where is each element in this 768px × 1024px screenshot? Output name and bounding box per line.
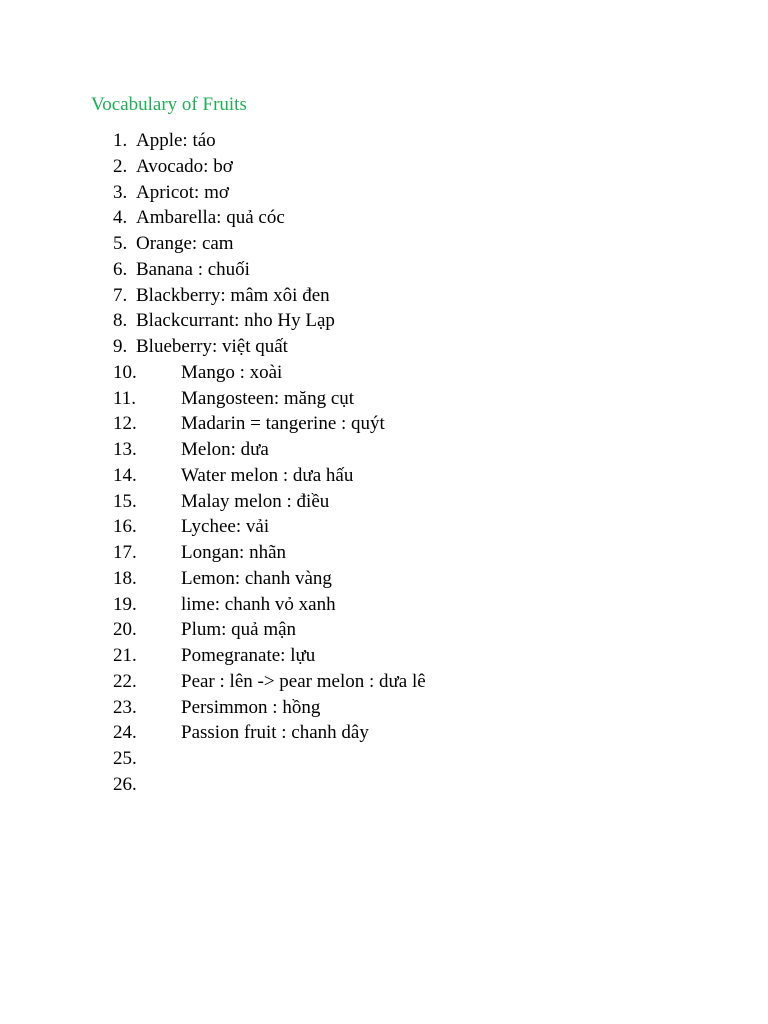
list-item [0, 618, 700, 644]
item-text: Longan: nhãn [181, 542, 287, 563]
list-item [0, 696, 700, 722]
item-number: 20. [113, 619, 137, 641]
list-item [0, 721, 700, 747]
item-text: Apricot: mơ [136, 181, 229, 203]
list-item [0, 155, 700, 181]
item-text: Blackcurrant: nho Hy Lạp [136, 310, 335, 332]
list-item [0, 773, 700, 799]
item-text: Mango : xoài [181, 361, 283, 383]
item-text: Melon: dưa [181, 439, 269, 460]
item-text: Lemon: chanh vàng [181, 567, 332, 589]
item-text: Persimmon : hồng [181, 696, 321, 718]
list-item [0, 258, 700, 284]
item-number: 5. [113, 233, 128, 254]
item-text: Ambarella: quả cóc [136, 207, 285, 229]
item-number: 9. [113, 336, 128, 357]
item-text: Madarin = tangerine : quýt [181, 413, 385, 435]
list-item [0, 335, 700, 361]
item-number: 13. [113, 439, 137, 460]
list-item [0, 387, 700, 413]
item-text: lime: chanh vỏ xanh [181, 593, 336, 615]
item-number: 7. [113, 284, 128, 306]
item-number: 11. [113, 387, 137, 409]
list-item [0, 206, 700, 232]
item-number: 17. [113, 542, 137, 563]
item-text: Blackberry: mâm xôi đen [136, 284, 330, 306]
list-item [0, 464, 700, 490]
item-text: Lychee: vải [181, 516, 270, 538]
item-number: 4. [113, 207, 128, 229]
item-number: 23. [113, 696, 137, 718]
item-number: 14. [113, 464, 137, 486]
list-item [0, 438, 700, 464]
item-number: 2. [113, 155, 128, 177]
item-text: Mangosteen: măng cụt [181, 387, 355, 409]
item-number: 10. [113, 361, 137, 383]
list-item [0, 644, 700, 670]
item-text: Pomegranate: lựu [181, 645, 316, 666]
item-number: 21. [113, 645, 137, 666]
item-number: 24. [113, 722, 137, 744]
item-text: Apple: táo [136, 130, 216, 151]
item-text: Pear : lên -> pear melon : dưa lê [181, 670, 426, 692]
item-number: 8. [113, 310, 128, 332]
list-item [0, 232, 700, 258]
item-text: Blueberry: việt quất [136, 336, 288, 357]
item-text: Banana : chuối [136, 258, 250, 280]
list-item [0, 284, 700, 310]
item-number: 19. [113, 593, 137, 615]
item-text: Plum: quả mận [181, 619, 297, 641]
item-number: 1. [113, 130, 128, 151]
list-item [0, 541, 700, 567]
item-number: 18. [113, 567, 137, 589]
list-item [0, 309, 700, 335]
item-text: Malay melon : điều [181, 490, 330, 512]
list-item [0, 567, 700, 593]
item-number: 26. [113, 773, 137, 795]
list-item [0, 129, 700, 155]
item-number: 12. [113, 413, 137, 435]
list-item [0, 412, 700, 438]
list-item [0, 361, 700, 387]
item-number: 3. [113, 181, 128, 203]
list-item [0, 181, 700, 207]
item-text: Avocado: bơ [136, 155, 233, 177]
item-number: 25. [113, 748, 137, 769]
item-text: Water melon : dưa hấu [181, 464, 354, 486]
list-item [0, 515, 700, 541]
fruit-vocabulary-list [0, 129, 700, 799]
item-number: 16. [113, 516, 137, 538]
list-item [0, 747, 700, 773]
document-title: Vocabulary of Fruits [91, 94, 247, 115]
item-text: Passion fruit : chanh dây [181, 722, 369, 744]
list-item [0, 593, 700, 619]
item-text: Orange: cam [136, 233, 234, 254]
list-item [0, 670, 700, 696]
item-number: 15. [113, 490, 137, 512]
item-number: 22. [113, 670, 137, 692]
item-number: 6. [113, 258, 128, 280]
list-item [0, 490, 700, 516]
